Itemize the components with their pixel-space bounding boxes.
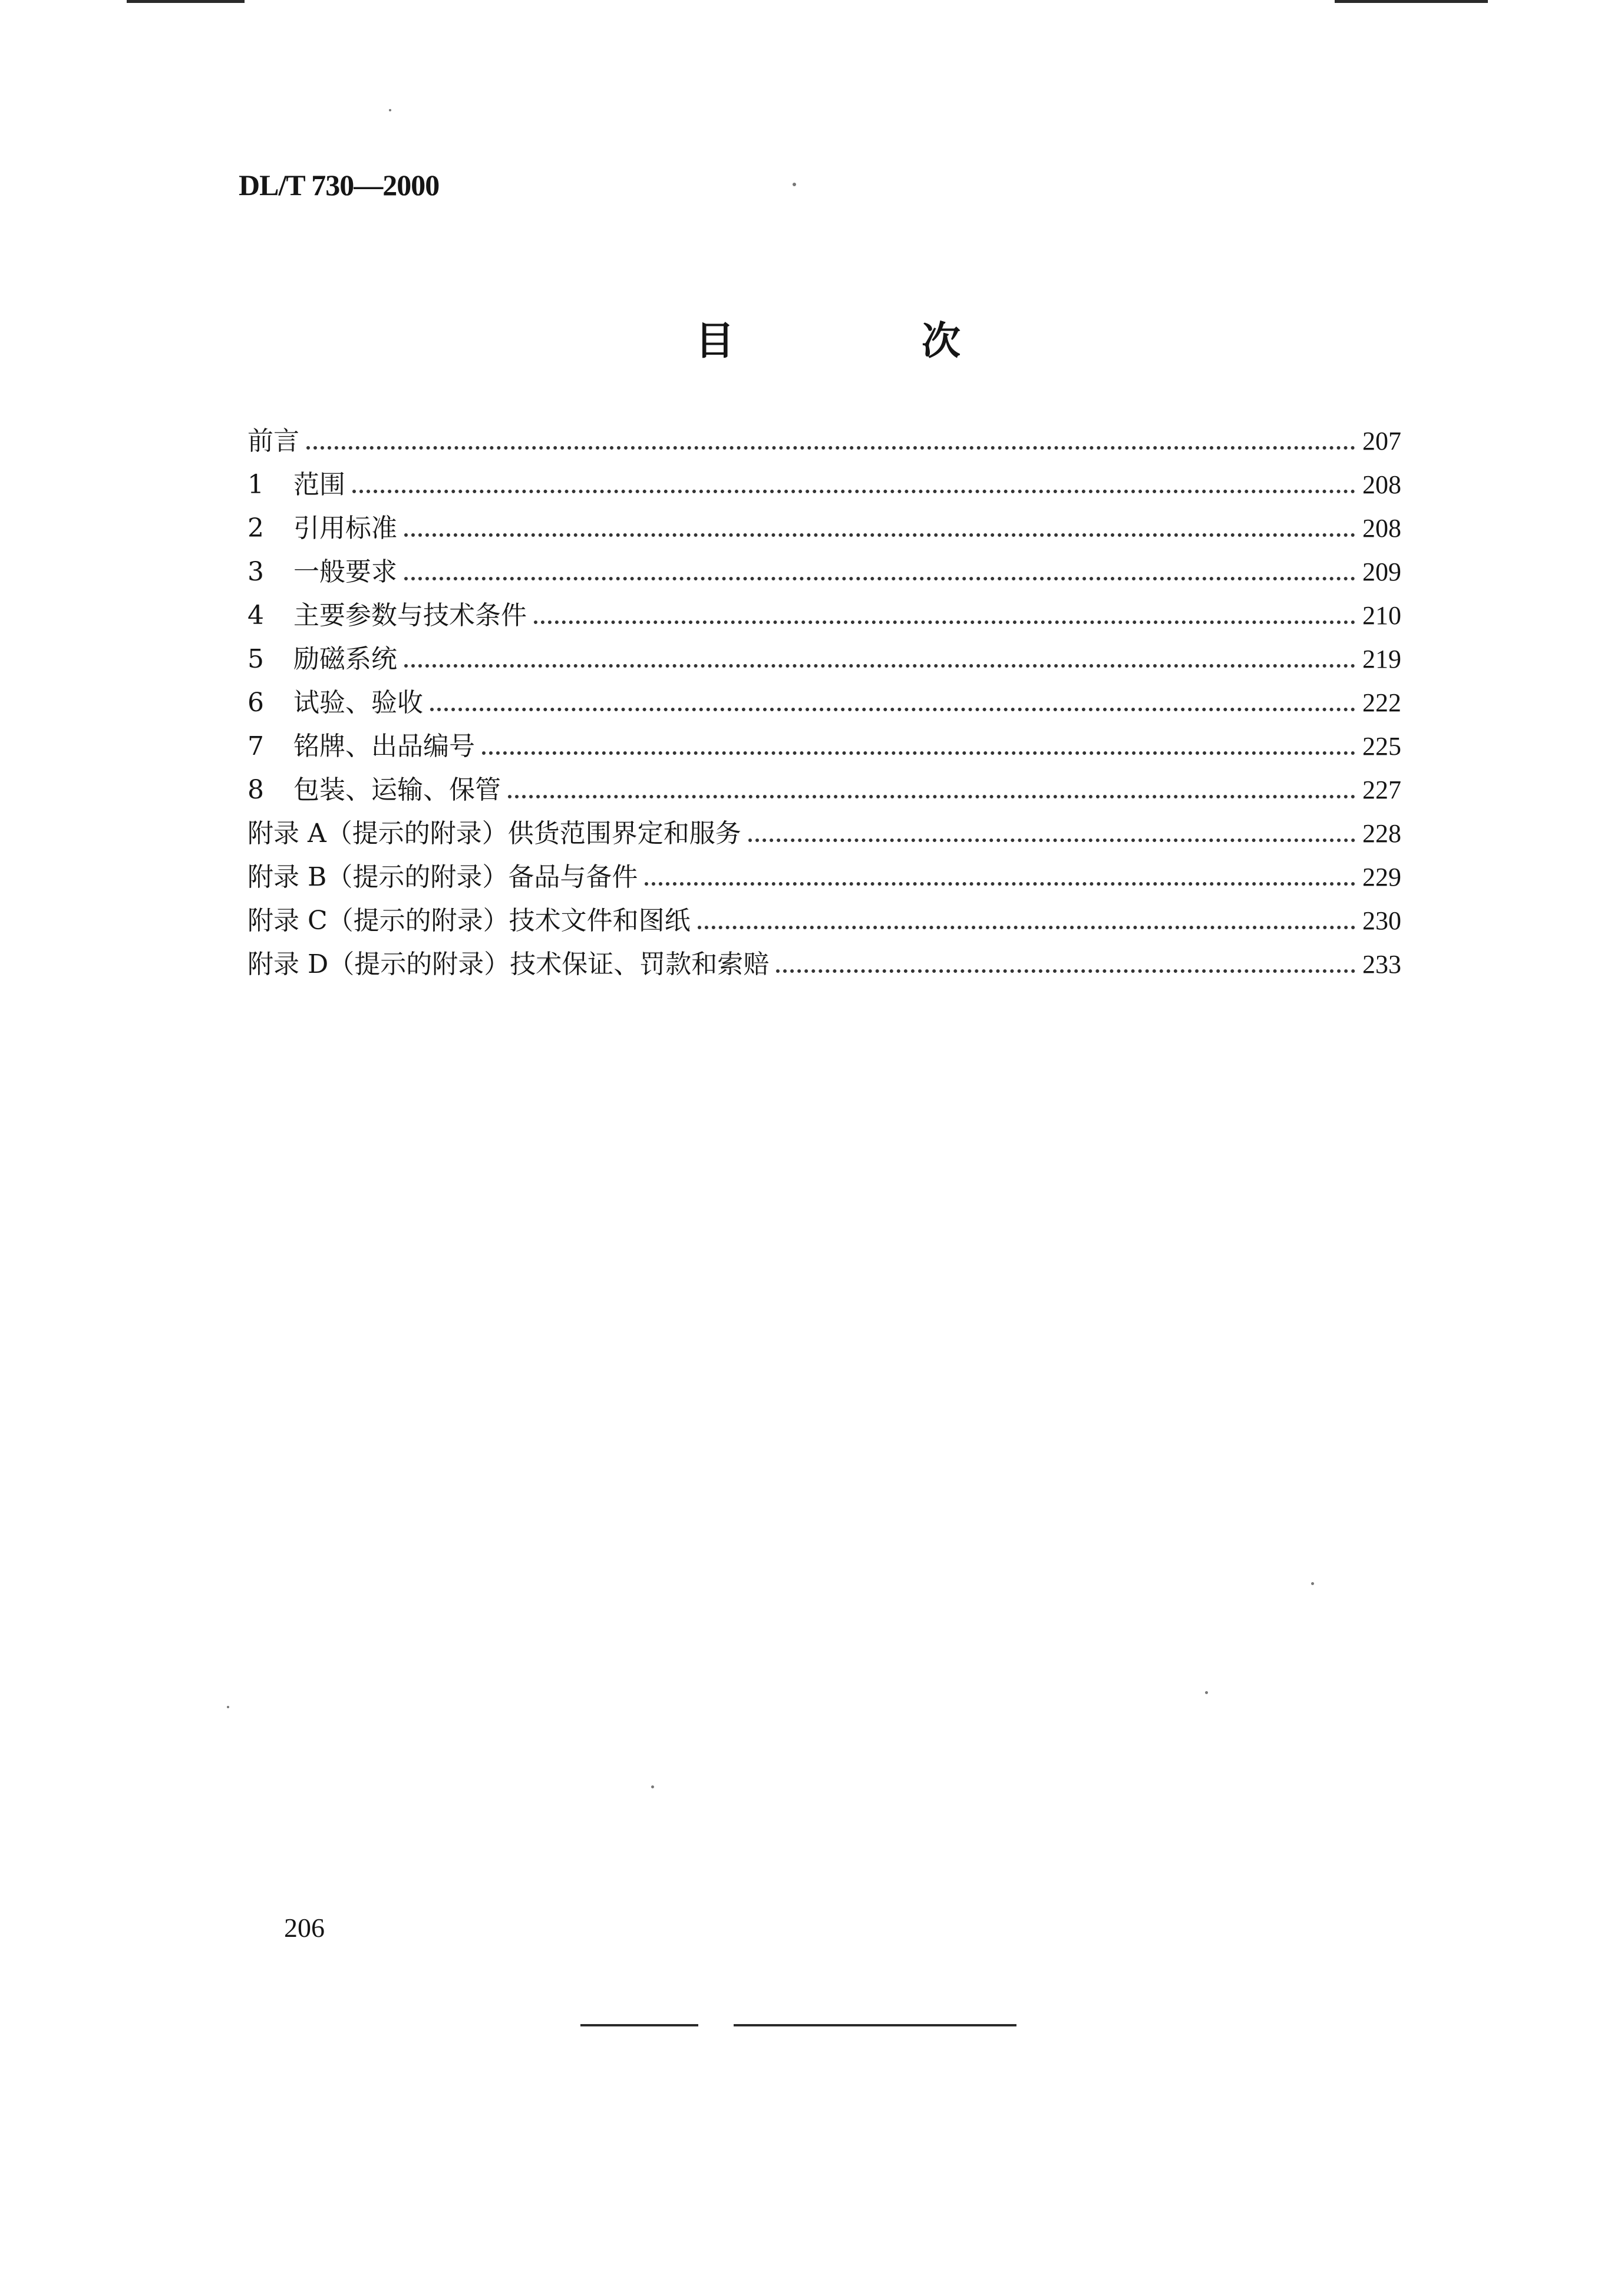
toc-entry-number: 3: [247, 557, 264, 587]
toc-entry-number: 5: [247, 644, 264, 674]
toc-list: [247, 420, 1401, 986]
toc-leader-dots: [306, 446, 1355, 450]
toc-entry-page: 209: [1362, 557, 1401, 586]
scan-speck: [1205, 1691, 1208, 1694]
toc-entry-label: 包装、运输、保管: [293, 775, 501, 805]
scan-speck: [227, 1706, 229, 1708]
toc-entry-appendix-d: [247, 943, 1401, 986]
toc-entry-3: [247, 550, 1401, 594]
toc-entry-label: 励磁系统: [293, 644, 397, 674]
toc-entry-2: [247, 507, 1401, 550]
toc-entry-label: 引用标准: [293, 513, 397, 543]
toc-entry-appendix-a: [247, 812, 1401, 856]
scan-speck: [793, 183, 796, 186]
toc-entry-page: 227: [1362, 775, 1401, 804]
toc-entry-number: 1: [247, 470, 264, 500]
toc-leader-dots: [352, 490, 1355, 493]
toc-entry-page: 222: [1362, 688, 1401, 717]
toc-entry-number: 8: [247, 775, 264, 805]
toc-entry-page: 229: [1362, 863, 1401, 892]
toc-entry-page: 225: [1362, 732, 1401, 761]
toc-leader-dots: [698, 926, 1355, 929]
toc-leader-dots: [748, 839, 1355, 842]
toc-entry-page: 208: [1362, 470, 1401, 499]
toc-entry-label: 一般要求: [293, 557, 397, 587]
toc-entry-label: 附录 B（提示的附录）备品与备件: [247, 862, 638, 892]
scan-speck: [651, 1785, 654, 1788]
scan-edge-line-bottom-right: [734, 2024, 1016, 2026]
toc-entry-label: 附录 D（提示的附录）技术保证、罚款和索赔: [247, 949, 770, 979]
toc-entry-page: 233: [1362, 950, 1401, 979]
toc-entry-number: 6: [247, 688, 264, 718]
toc-leader-dots: [508, 795, 1355, 798]
toc-entry-number: 2: [247, 513, 264, 543]
toc-entry-page: 219: [1362, 645, 1401, 674]
scan-speck: [1311, 1582, 1314, 1585]
toc-leader-dots: [430, 708, 1355, 711]
toc-leader-dots: [534, 620, 1355, 624]
scan-speck: [389, 109, 391, 111]
toc-entry-label: 前言: [247, 426, 299, 456]
toc-entry-label: 附录 A（提示的附录）供货范围界定和服务: [247, 818, 741, 849]
toc-entry-label: 主要参数与技术条件: [293, 600, 527, 630]
document-code: DL/T 730—2000: [239, 169, 440, 202]
toc-leader-dots: [404, 577, 1355, 580]
toc-leader-dots: [482, 751, 1355, 755]
toc-entry-appendix-b: [247, 856, 1401, 899]
toc-entry-page: 207: [1362, 427, 1401, 455]
toc-entry-1: [247, 463, 1401, 507]
toc-entry-5: [247, 638, 1401, 681]
toc-entry-8: [247, 768, 1401, 812]
toc-entry-number: 7: [247, 731, 264, 761]
scan-edge-line-top-right: [1335, 0, 1488, 3]
toc-title-char-1: 目: [695, 318, 734, 364]
toc-title: [695, 309, 960, 365]
toc-entry-label: 范围: [293, 470, 345, 500]
toc-entry-4: [247, 594, 1401, 638]
toc-entry-label: 铭牌、出品编号: [293, 731, 475, 761]
toc-entry-page: 208: [1362, 514, 1401, 543]
toc-entry-7: [247, 725, 1401, 768]
toc-entry-number: 4: [247, 600, 264, 630]
toc-entry-appendix-c: [247, 899, 1401, 943]
toc-entry-6: [247, 681, 1401, 725]
toc-title-char-2: 次: [922, 318, 960, 364]
page-number: 206: [284, 1913, 325, 1943]
scan-edge-line-bottom-left: [580, 2024, 698, 2026]
toc-leader-dots: [776, 969, 1355, 973]
toc-leader-dots: [404, 533, 1355, 537]
toc-entry-label: 附录 C（提示的附录）技术文件和图纸: [247, 906, 691, 936]
toc-entry-preface: [247, 420, 1401, 463]
toc-entry-page: 210: [1362, 601, 1401, 630]
toc-entry-page: 230: [1362, 906, 1401, 935]
toc-entry-label: 试验、验收: [293, 688, 423, 718]
toc-leader-dots: [645, 882, 1355, 886]
toc-leader-dots: [404, 664, 1355, 668]
toc-entry-page: 228: [1362, 819, 1401, 848]
scan-edge-line-top-left: [127, 0, 245, 3]
